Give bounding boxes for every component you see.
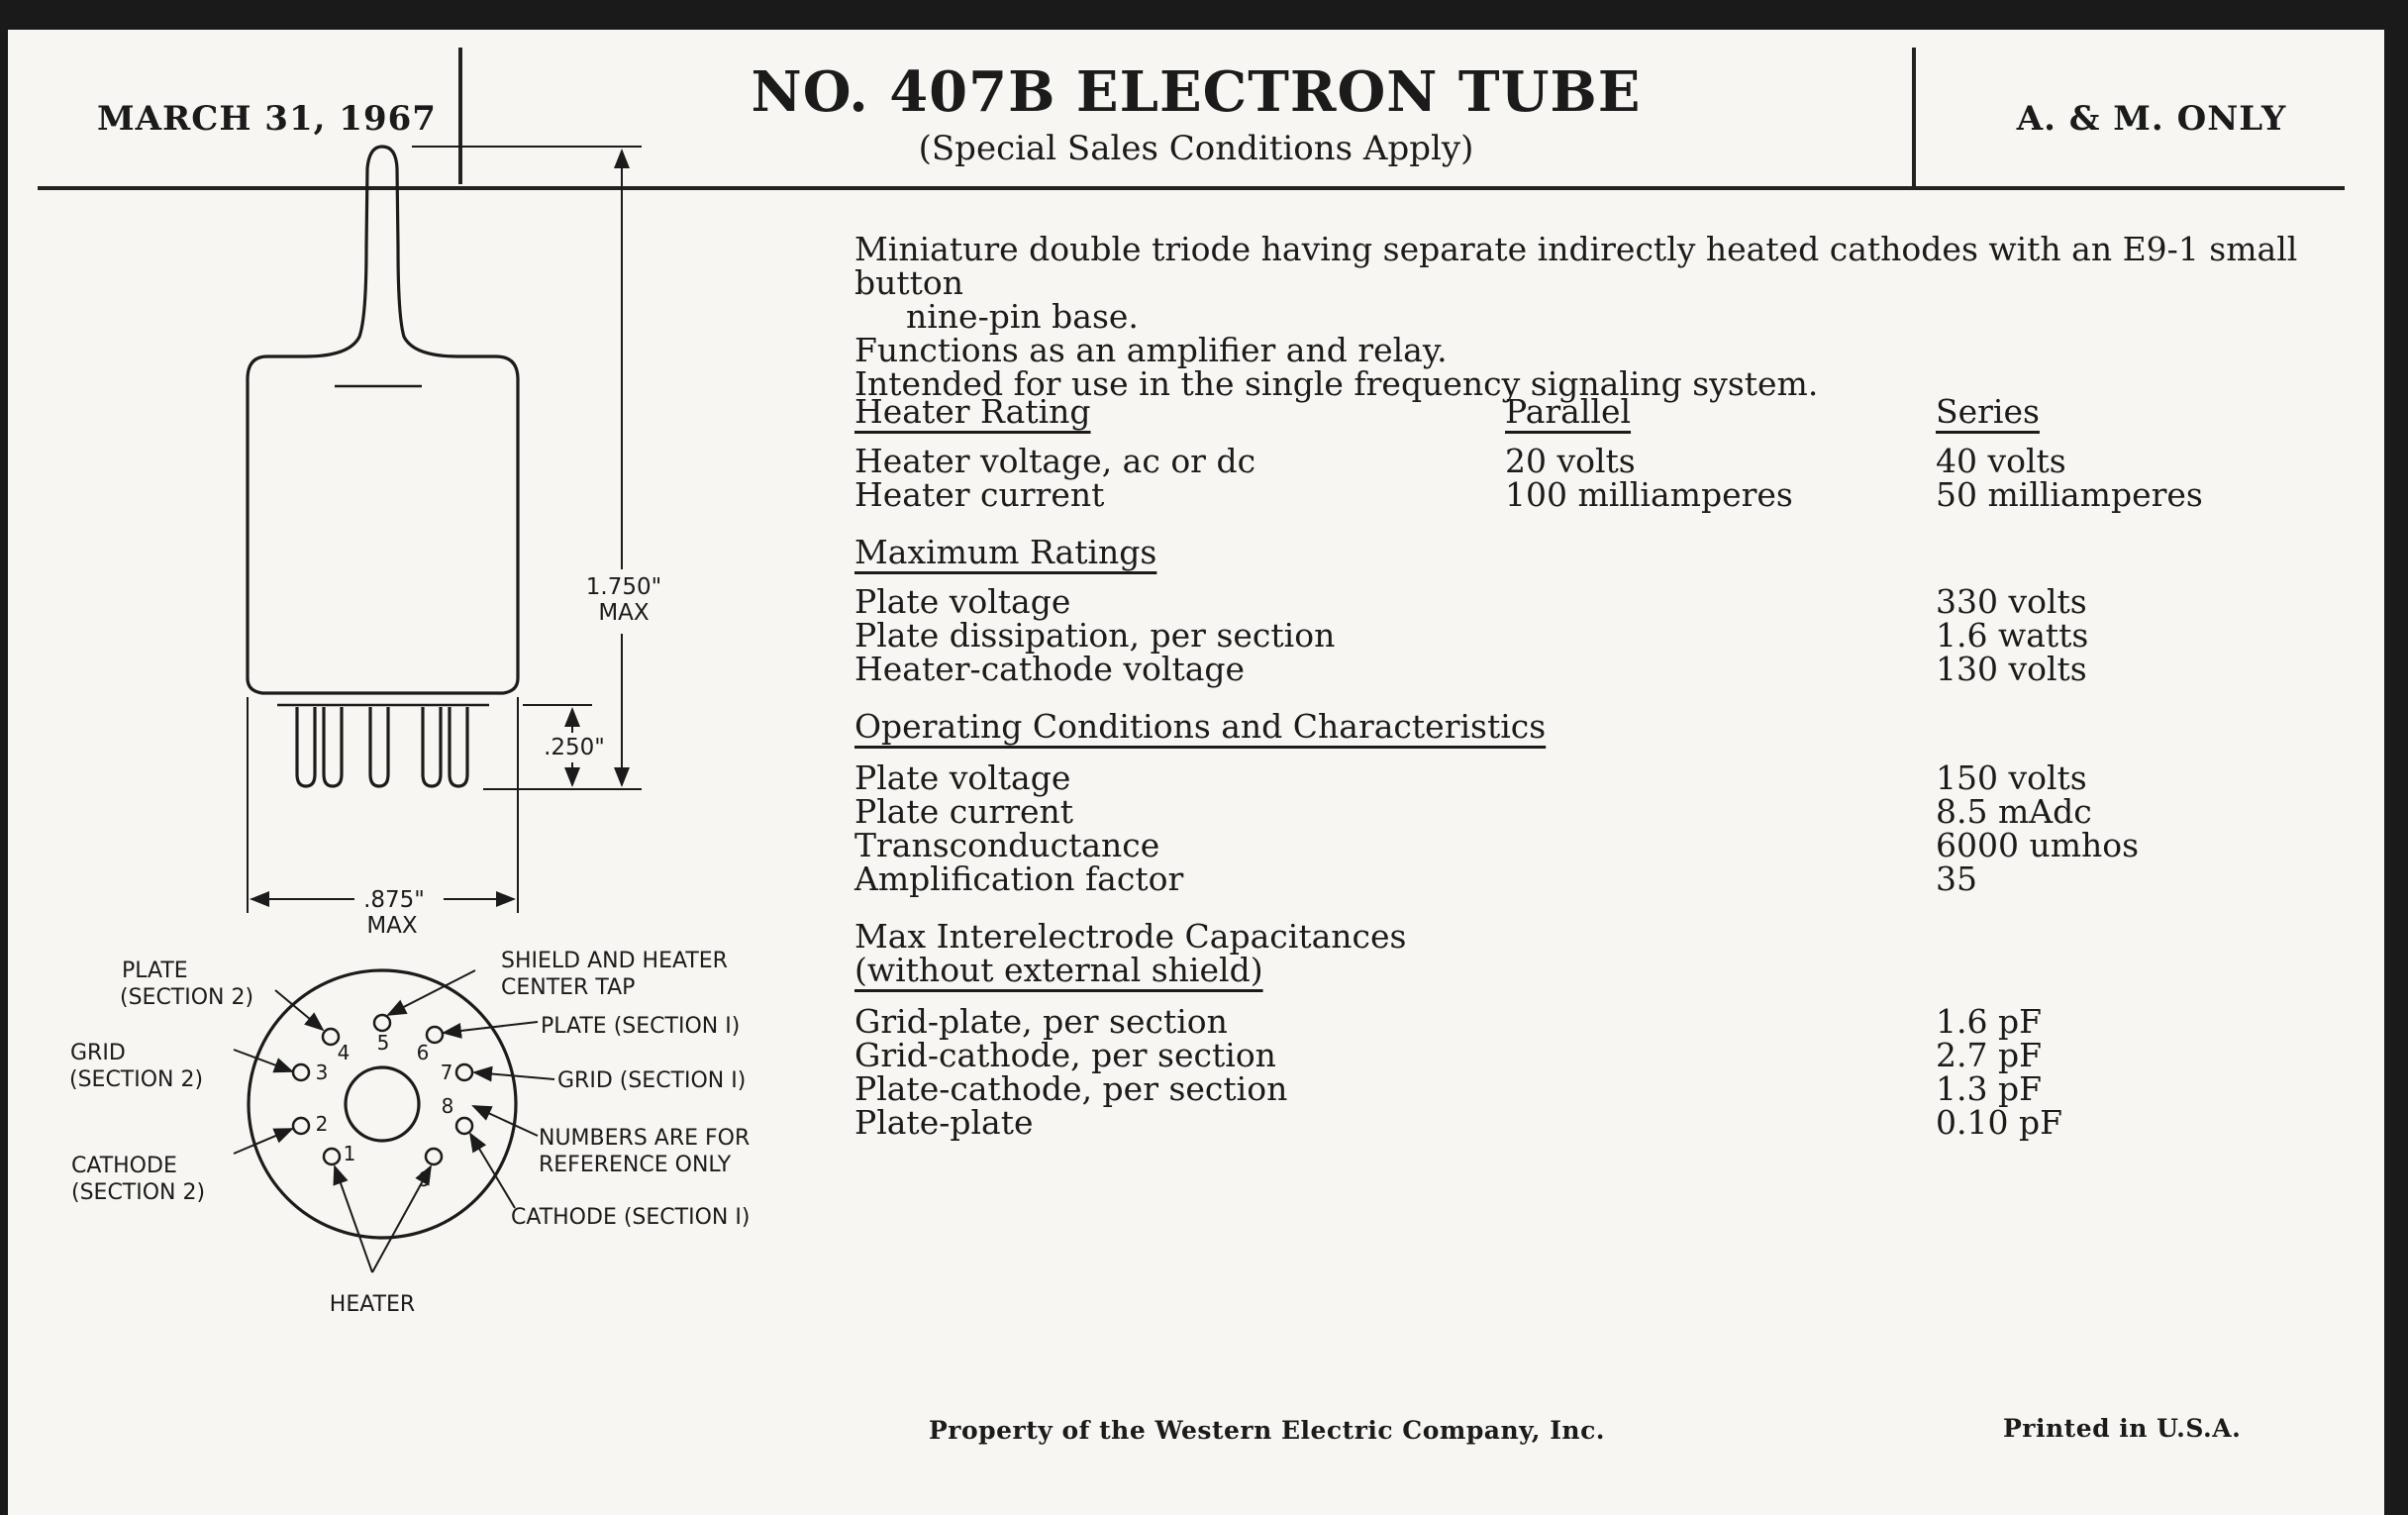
printed-notice: Printed in U.S.A. xyxy=(2003,1414,2242,1443)
pin xyxy=(370,707,388,786)
plate-section1-label: PLATE (SECTION I) xyxy=(541,1014,741,1039)
pin-hole xyxy=(426,1149,442,1164)
heater-voltage-series: 40 volts xyxy=(1936,442,2066,480)
heater-label: HEATER xyxy=(329,1292,416,1317)
op-plate-voltage-value: 150 volts xyxy=(1936,758,2087,797)
pin-hole xyxy=(456,1118,472,1134)
grid-section2-sublabel: (SECTION 2) xyxy=(69,1067,204,1092)
base-outline xyxy=(249,970,516,1238)
pin-hole xyxy=(374,1015,390,1031)
plate-plate-label: Plate-plate xyxy=(854,1103,1034,1142)
op-plate-current-label: Plate current xyxy=(854,792,1074,831)
grid-cathode-label: Grid-cathode, per section xyxy=(854,1036,1276,1074)
pin-hole xyxy=(293,1118,309,1134)
max-plate-voltage-value: 330 volts xyxy=(1936,582,2087,621)
heater-cathode-voltage-label: Heater-cathode voltage xyxy=(854,650,1246,688)
width-max-label: MAX xyxy=(366,913,418,939)
height-max-label: MAX xyxy=(598,600,650,626)
heater-voltage-label: Heater voltage, ac or dc xyxy=(854,442,1256,480)
description-line: Miniature double triode having separate indirectly heated cathodes with an E9-1 small button xyxy=(854,230,2298,302)
property-notice: Property of the Western Electric Company, Inc. xyxy=(929,1416,1606,1445)
pin-hole xyxy=(324,1149,340,1164)
plate-dissipation-value: 1.6 watts xyxy=(1936,616,2089,655)
pin-number: 2 xyxy=(315,1112,329,1136)
restriction-label: A. & M. ONLY xyxy=(2016,99,2287,139)
pin-number: 3 xyxy=(315,1060,329,1084)
description-line: nine-pin base. xyxy=(906,297,1139,336)
pin xyxy=(423,707,441,786)
series-column-heading: Series xyxy=(1936,392,2040,431)
plate-section2-sublabel: (SECTION 2) xyxy=(120,985,254,1010)
width-dimension-label: .875" xyxy=(363,887,425,913)
cathode-section1-label: CATHODE (SECTION I) xyxy=(511,1205,751,1230)
pin-number: 8 xyxy=(441,1094,454,1118)
description xyxy=(854,230,2359,403)
max-plate-voltage-label: Plate voltage xyxy=(854,582,1071,621)
parallel-column-heading: Parallel xyxy=(1505,392,1632,431)
heater-current-parallel: 100 milliamperes xyxy=(1505,475,1793,514)
base-center-hole xyxy=(346,1067,419,1141)
heater-voltage-parallel: 20 volts xyxy=(1505,442,1636,480)
grid-cathode-value: 2.7 pF xyxy=(1936,1036,2042,1074)
cathode-section2-label: CATHODE xyxy=(71,1154,177,1178)
grid-plate-label: Grid-plate, per section xyxy=(854,1002,1228,1041)
header-divider-right xyxy=(1912,48,1916,186)
tube-envelope xyxy=(248,147,518,693)
pin xyxy=(297,707,315,786)
shield-sublabel: CENTER TAP xyxy=(501,975,636,1000)
grid-plate-value: 1.6 pF xyxy=(1936,1002,2042,1041)
pin-hole xyxy=(293,1064,309,1080)
amplification-factor-value: 35 xyxy=(1936,859,1977,898)
pin-number: 1 xyxy=(343,1142,356,1165)
amplification-factor-label: Amplification factor xyxy=(854,859,1184,898)
transconductance-label: Transconductance xyxy=(854,826,1160,864)
plate-dissipation-label: Plate dissipation, per section xyxy=(854,616,1336,655)
heater-current-series: 50 milliamperes xyxy=(1936,475,2203,514)
description-line: Functions as an amplifier and relay. xyxy=(854,331,1448,369)
pin xyxy=(324,707,342,786)
max-ratings-heading: Maximum Ratings xyxy=(854,533,1157,571)
plate-section2-label: PLATE xyxy=(122,959,188,983)
plate-plate-value: 0.10 pF xyxy=(1936,1103,2062,1142)
page-title: NO. 407B ELECTRON TUBE xyxy=(751,59,1642,125)
pin-hole xyxy=(323,1029,339,1045)
description-line: Intended for use in the single frequency signaling system. xyxy=(854,364,1819,403)
cathode-section2-sublabel: (SECTION 2) xyxy=(71,1180,206,1205)
pin-hole xyxy=(456,1064,472,1080)
pin-number: 9 xyxy=(418,1167,432,1191)
tube-diagram xyxy=(8,30,840,1337)
reference-note-line2: REFERENCE ONLY xyxy=(539,1153,732,1177)
grid-section2-label: GRID xyxy=(70,1041,126,1065)
plate-cathode-value: 1.3 pF xyxy=(1936,1069,2042,1108)
heater-current-label: Heater current xyxy=(854,475,1105,514)
plate-cathode-label: Plate-cathode, per section xyxy=(854,1069,1288,1108)
pin-number: 4 xyxy=(337,1041,351,1064)
capacitances-heading-line1: Max Interelectrode Capacitances xyxy=(854,917,1407,956)
shield-label: SHIELD AND HEATER xyxy=(501,949,728,973)
heater-cathode-voltage-value: 130 volts xyxy=(1936,650,2087,688)
capacitances-heading-line2: (without external shield) xyxy=(854,951,1263,989)
page-subtitle: (Special Sales Conditions Apply) xyxy=(918,129,1474,168)
height-dimension-label: 1.750" xyxy=(585,574,662,600)
reference-note: NUMBERS ARE FOR xyxy=(539,1126,751,1151)
pin-number: 6 xyxy=(416,1041,430,1064)
pin-hole xyxy=(427,1027,443,1043)
op-plate-current-value: 8.5 mAdc xyxy=(1936,792,2092,831)
operating-heading: Operating Conditions and Characteristics xyxy=(854,707,1547,746)
issue-date: MARCH 31, 1967 xyxy=(97,99,437,139)
transconductance-value: 6000 umhos xyxy=(1936,826,2140,864)
pin-number: 5 xyxy=(376,1031,390,1055)
pin-length-label: .250" xyxy=(544,735,605,760)
grid-section1-label: GRID (SECTION I) xyxy=(557,1068,747,1093)
heater-rating-heading: Heater Rating xyxy=(854,392,1091,431)
pin-number: 7 xyxy=(440,1060,453,1084)
op-plate-voltage-label: Plate voltage xyxy=(854,758,1071,797)
data-sheet xyxy=(8,30,2384,1515)
pin xyxy=(450,707,467,786)
